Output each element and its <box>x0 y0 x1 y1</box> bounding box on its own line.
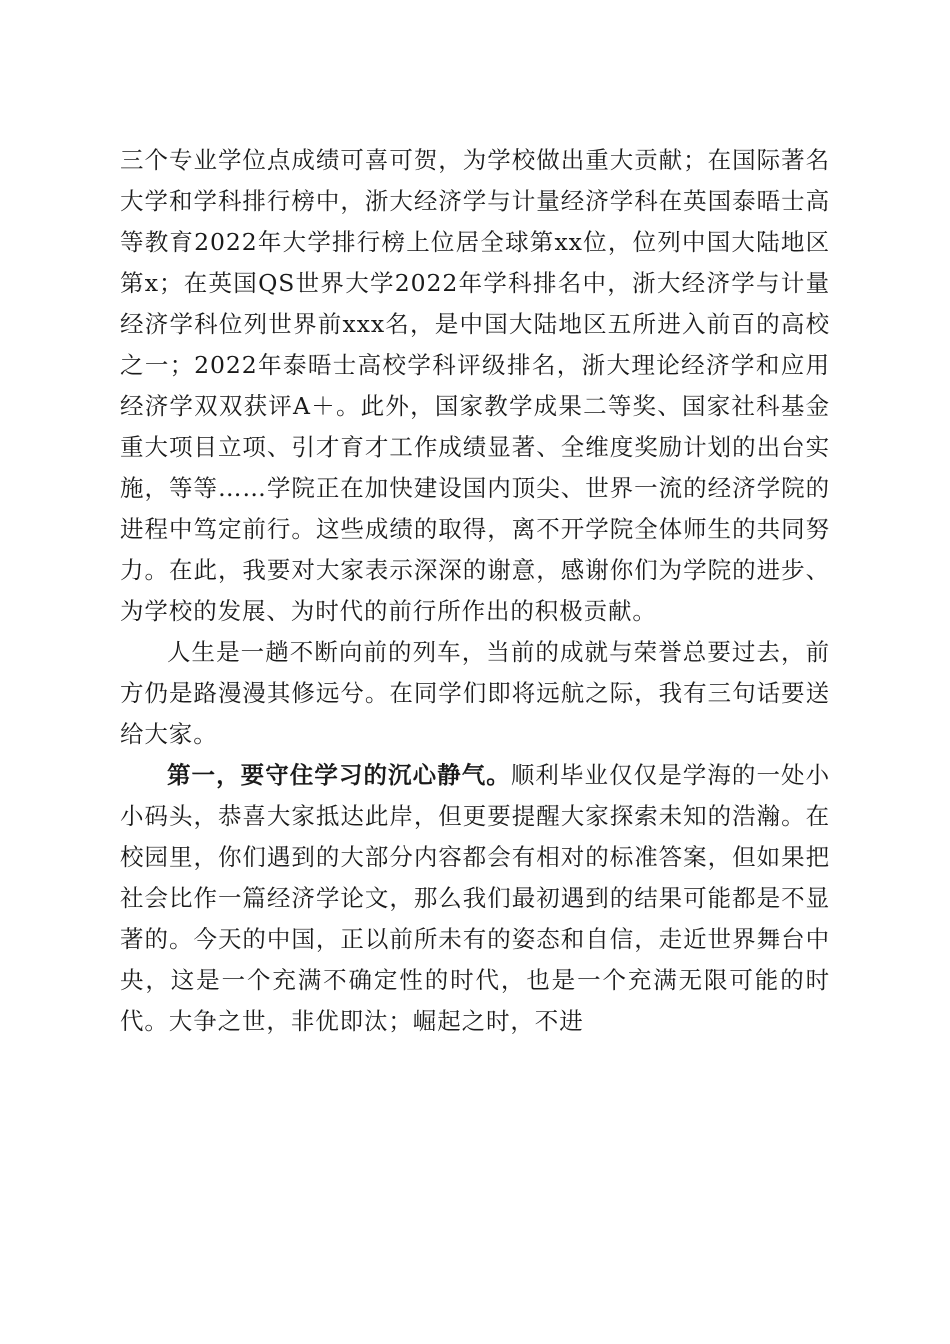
paragraph-3 <box>120 755 830 1042</box>
paragraph-3-lead: 第一，要守住学习的沉心静气。 <box>167 761 511 789</box>
paragraph-2-text: 人生是一趟不断向前的列车，当前的成就与荣誉总要过去，前方仍是路漫漫其修远兮。在同学们即将远航之际，我有三句话要送给大家。 <box>120 638 830 748</box>
paragraph-2 <box>120 632 830 755</box>
paragraph-3-text: 顺利毕业仅仅是学海的一处小小码头，恭喜大家抵达此岸，但更要提醒大家探索未知的浩瀚。在校园里，你们遇到的大部分内容都会有相对的标准答案，但如果把社会比作一篇经济学论文，那么我们最初遇到的结果可能都是不显著的。今天的中国，正以前所未有的姿态和自信，走近世界舞台中央，这是一个充满不确定性的时代，也是一个充满无限可能的时代。大争之世，非优即汰；崛起之时，不进 <box>120 761 830 1035</box>
paragraph-1-text: 三个专业学位点成绩可喜可贺，为学校做出重大贡献；在国际著名大学和学科排行榜中，浙大经济学与计量经济学科在英国泰晤士高等教育2022年大学排行榜上位居全球第xx位，位列中国大陆地区第x；在英国QS世界大学2022年学科排名中，浙大经济学与计量经济学科位列世界前xxx名，是中国大陆地区五所进入前百的高校之一；2022年泰晤士高校学科评级排名，浙大理论经济学和应用经济学双双获评A＋。此外，国家教学成果二等奖、国家社科基金重大项目立项、引才育才工作成绩显著、全维度奖励计划的出台实施，等等……学院正在加快建设国内顶尖、世界一流的经济学院的进程中笃定前行。这些成绩的取得，离不开学院全体师生的共同努力。在此，我要对大家表示深深的谢意，感谢你们为学院的进步、为学校的发展、为时代的前行所作出的积极贡献。 <box>120 146 830 625</box>
paragraph-1 <box>120 140 830 632</box>
document-page <box>120 140 830 1042</box>
